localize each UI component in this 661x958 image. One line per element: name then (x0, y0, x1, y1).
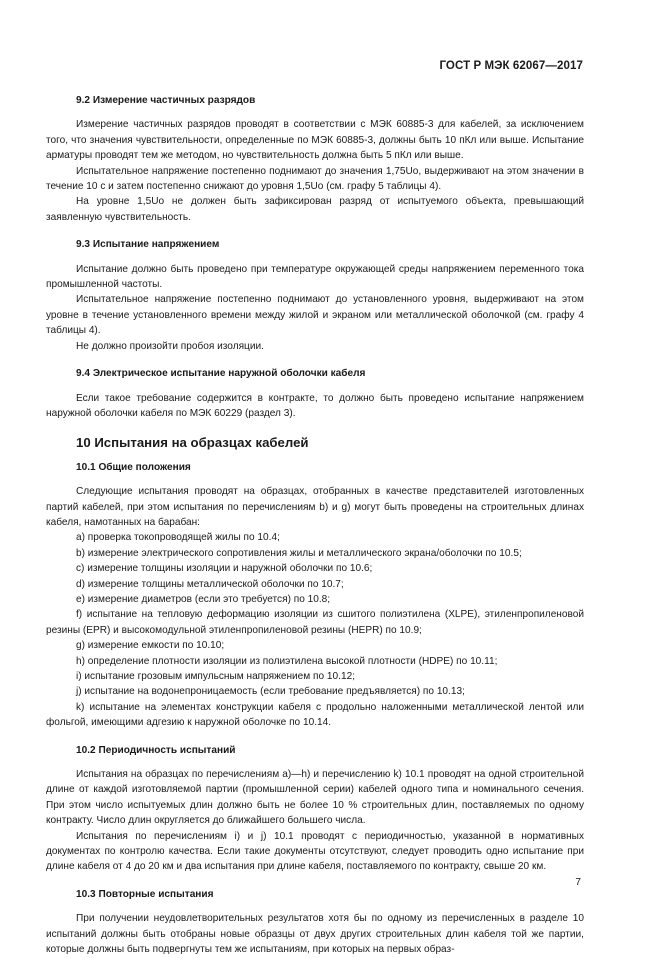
document-standard-number: ГОСТ Р МЭК 62067—2017 (439, 60, 583, 72)
section-9-2-heading: 9.2 Измерение частичных разрядов (76, 95, 256, 106)
section-9-2-paragraph-3: На уровне 1,5Uo не должен быть зафиксирован разряд от испытуемого объекта, превышающий заявленную чувствительность. (46, 196, 584, 223)
section-9-3-paragraph-1: Испытание должно быть проведено при температуре окружающей среды напряжением переменного тока промышленной частоты. (46, 263, 584, 291)
list-item: a) проверка токопроводящей жилы по 10.4; (76, 532, 280, 544)
list-item: i) испытание грозовым импульсным напряжением по 10.12; (76, 671, 355, 682)
page-body (46, 93, 584, 958)
section-9-2-paragraph-1: Измерение частичных разрядов проводят в соответствии с МЭК 60885-3 для кабелей, за исключением того, что значения чувствительности, определенные по МЭК 60885-3, должны быть 10 пКл или выше. Испытание арматуры проводят тем же методом, но чувствительность должна быть 5 пКл или выше. (46, 119, 584, 162)
section-10-2-paragraph-2: Испытания по перечислениям i) и j) 10.1 проводят с периодичностью, указанной в нормативных документах по контролю качества. Если такие документы отсутствуют, следует проводить одно испытание при длине кабеля от 4 до 20 км и два испытания при длине кабеля, поставляемого по контракту, свыше 20 км. (46, 830, 584, 873)
list-item: e) измерение диаметров (если это требуется) по 10.8; (76, 593, 331, 605)
section-9-2-paragraph-2: Испытательное напряжение постепенно поднимают до значения 1,75Uo, выдерживают на этом значении в течение 10 с и затем постепенно снижают до уровня 1,5Uo (см. графу 5 таблицы 4). (46, 165, 584, 193)
section-10-2-heading: 10.2 Периодичность испытаний (76, 744, 236, 756)
list-item: c) измерение толщины изоляции и наружной оболочки по 10.6; (76, 563, 373, 575)
list-item: g) измерение емкости по 10.10; (76, 640, 225, 652)
section-9-3-heading: 9.3 Испытание напряжением (76, 239, 220, 251)
list-item: j) испытание на водонепроницаемость (если требование предъявляется) по 10.13; (76, 686, 465, 698)
list-item: h) определение плотности изоляции из полиэтилена высокой плотности (HDPE) по 10.11; (76, 655, 498, 667)
section-10-3-heading: 10.3 Повторные испытания (76, 888, 214, 900)
section-10-1-paragraph-1: Следующие испытания проводят на образцах, отобранных в качестве представителей изготовленных партий кабелей, при этом испытания по перечислениям b) и g) могут быть проведены на строительных длинах кабеля, намотанных на барабан: (46, 486, 584, 528)
section-10-3-paragraph-1: При получении неудовлетворительных результатов хотя бы по одному из перечисленных в разделе 10 испытаний должны быть отобраны новые образцы от двух других строительных длин кабеля той же партии, которые должны быть подвергнуты тем же испытаниям, при которых на первых образ- (46, 913, 584, 956)
list-item: b) измерение электрического сопротивления жилы и металлического экрана/оболочки по 10.5; (76, 547, 522, 559)
list-item: f) испытание на тепловую деформацию изоляции из сшитого полиэтилена (XLPE), этиленпропиленовой резины (EPR) и высокомодульной этиленпропиленовой резины (HEPR) по 10.9; (46, 609, 584, 636)
section-10-2-paragraph-1: Испытания на образцах по перечислениям a)—h) и перечислению k) 10.1 проводят на одной строительной длине от каждой изготовляемой партии (промышленной серии) кабелей одного типа и номинального сечения. При этом число испытуемых длин должно быть не более 10 % строительных длин, поставляемых по одному контракту. Число длин округляется до ближайшего большего числа. (46, 769, 584, 827)
section-10-1-heading: 10.1 Общие положения (76, 461, 191, 473)
list-item: d) измерение толщины металлической оболочки по 10.7; (76, 578, 344, 590)
section-9-4-heading: 9.4 Электрическое испытание наружной оболочки кабеля (76, 368, 366, 380)
list-item: k) испытание на элементах конструкции кабеля с продольно наложенными металлической лентой или фольгой, имеющими адгезию к наружной оболочке по 10.14. (46, 701, 584, 729)
section-9-4-paragraph-1: Если такое требование содержится в контракте, то должно быть проведено испытание напряжением наружной оболочки кабеля по МЭК 60229 (раздел 3). (46, 392, 584, 419)
section-9-3-paragraph-3: Не должно произойти пробоя изоляции. (76, 340, 264, 352)
page-number: 7 (575, 877, 581, 888)
section-9-3-paragraph-2: Испытательное напряжение постепенно поднимают до установленного уровня, выдерживают на этом уровне в течение установленного времени между жилой и экраном или металлической оболочкой (см. графу 4 таблицы 4). (46, 294, 584, 337)
section-10-heading: 10 Испытания на образцах кабелей (76, 435, 309, 451)
